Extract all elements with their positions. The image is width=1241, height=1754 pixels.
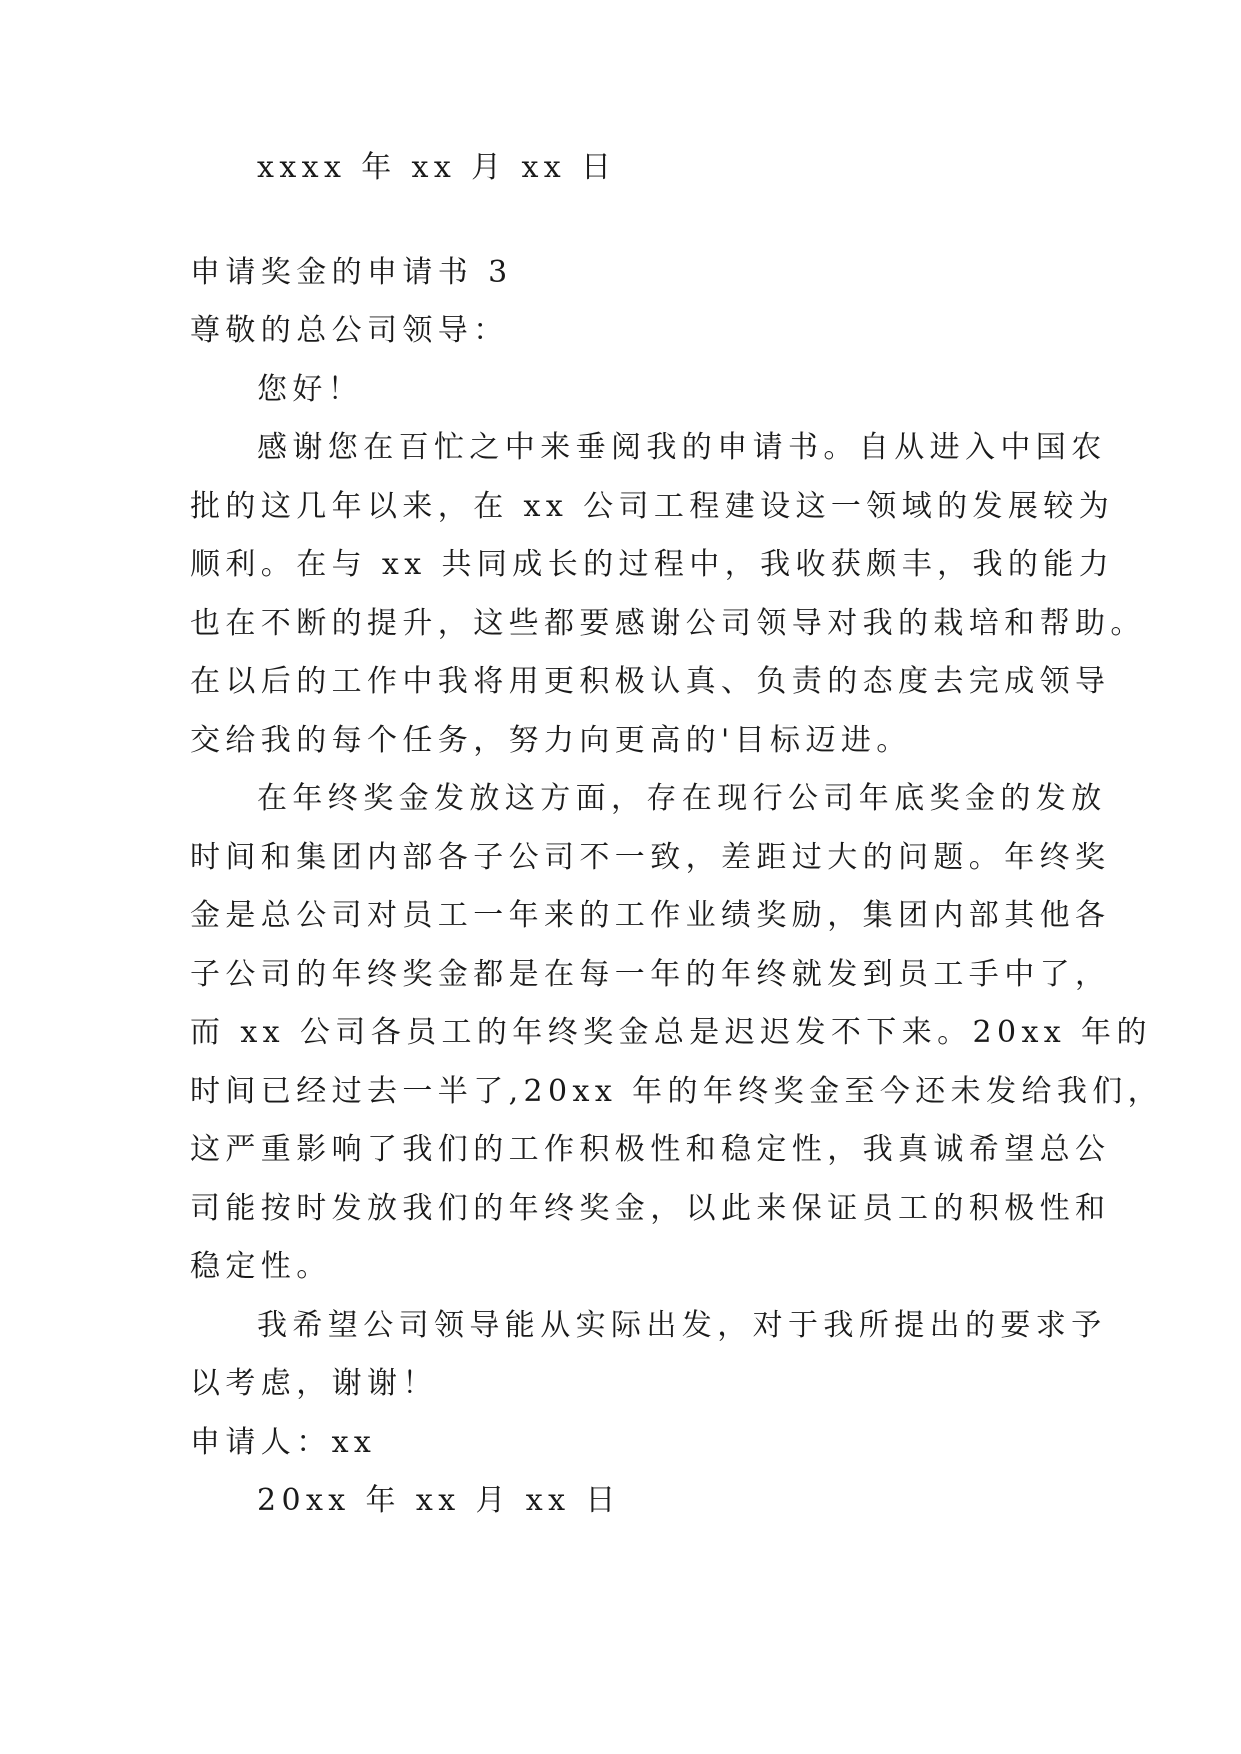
paragraph-line: 金是总公司对员工一年来的工作业绩奖励，集团内部其他各 [190,898,1111,933]
paragraph-line: 时间和集团内部各子公司不一致，差距过大的问题。年终奖 [190,840,1111,875]
paragraph-line: 顺利。在与 xx 共同成长的过程中，我收获颇丰，我的能力 [190,547,1115,582]
paragraph-line: 在年终奖金发放这方面，存在现行公司年底奖金的发放 [257,781,1107,816]
date-line-bottom: 20xx 年 xx 月 xx 日 [257,1483,621,1518]
paragraph-line: 也在不断的提升，这些都要感谢公司领导对我的栽培和帮助。 [190,606,1146,641]
paragraph-line: 时间已经过去一半了,20xx 年的年终奖金至今还未发给我们， [190,1074,1164,1109]
paragraph-line: 司能按时发放我们的年终奖金，以此来保证员工的积极性和 [190,1191,1111,1226]
document-title: 申请奖金的申请书 3 [190,255,513,290]
paragraph-line: 这严重影响了我们的工作积极性和稳定性，我真诚希望总公 [190,1132,1111,1167]
date-line-top: xxxx 年 xx 月 xx 日 [257,150,617,185]
paragraph-line: 子公司的年终奖金都是在每一年的年终就发到员工手中了， [190,957,1111,992]
paragraph-line: 批的这几年以来，在 xx 公司工程建设这一领域的发展较为 [190,489,1115,524]
paragraph-line: 而 xx 公司各员工的年终奖金总是迟迟发不下来。20xx 年的 [190,1015,1152,1050]
paragraph-line: 以考虑，谢谢！ [190,1366,438,1401]
paragraph-line: 感谢您在百忙之中来垂阅我的申请书。自从进入中国农 [257,430,1107,465]
greeting: 您好！ [257,372,364,407]
applicant-line: 申请人：xx [190,1425,377,1460]
paragraph-line: 交给我的每个任务，努力向更高的'目标迈进。 [190,723,912,758]
paragraph-line: 在以后的工作中我将用更积极认真、负责的态度去完成领导 [190,664,1111,699]
paragraph-line: 稳定性。 [190,1249,332,1284]
paragraph-line: 我希望公司领导能从实际出发，对于我所提出的要求予 [257,1308,1107,1343]
salutation: 尊敬的总公司领导： [190,313,509,348]
